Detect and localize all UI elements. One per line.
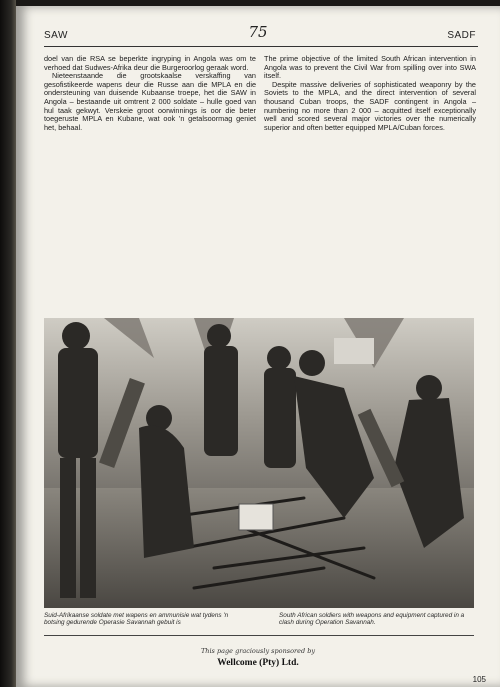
footer-rule [44,635,474,636]
afrikaans-text-column [44,55,256,132]
english-paragraph: The prime objective of the limited South African intervention in Angola was to prevent the Civil War from spilling over into SWA itself. [264,54,476,81]
soldiers-photograph [44,318,474,608]
book-page [16,6,500,687]
photo-caption-english: South African soldiers with weapons and equipment captured in a clash during Operation Savannah. [279,612,465,627]
header-label-afrikaans: SAW [44,30,68,41]
header-number: 75 [248,23,268,41]
english-text-column [264,55,476,132]
header-label-english: SADF [447,30,476,41]
header-rule [44,46,478,47]
photo-caption-afrikaans: Suid-Afrikaanse soldate met wapens en ammunisie wat tydens 'n botsing gedurende Operasie Savannah gebuit is [44,612,229,627]
sponsor-company: Wellcome (Pty) Ltd. [217,658,299,668]
afrikaans-paragraph: Nieteenstaande die grootskaalse verskaffing van gesofistikeerde wapens deur die Russe aan die MPLA en die ondersteuning van duisende Kubaanse troepe, het die SAW in Angola – bestaande uit omtrent 2 000 soldate – hulle goed van hul taak gekwyt. Verskeie groot oorwinnings is oor die beter toegeruste MPLA en Kubane, wat ook 'n getalsoormag geniet het, behaal. [44,71,256,132]
afrikaans-paragraph: doel van die RSA se beperkte ingryping in Angola was om te verhoed dat Sudwes-Afrika deur die Burgeroorlog geraak word. [44,54,256,72]
english-paragraph: Despite massive deliveries of sophisticated weaponry by the Soviets to the MPLA, and the direct intervention of several thousand Cuban troops, the SADF contingent in Angola – numbering no more than 2 000 – acquitted itself exceptionally well and scored several major victories over the numerically superior and often better equipped MPLA/Cuban forces. [264,79,476,132]
page-number: 105 [472,675,486,684]
sponsor-line: This page graciously sponsored by [200,647,316,655]
book-binding-shadow [0,0,16,687]
